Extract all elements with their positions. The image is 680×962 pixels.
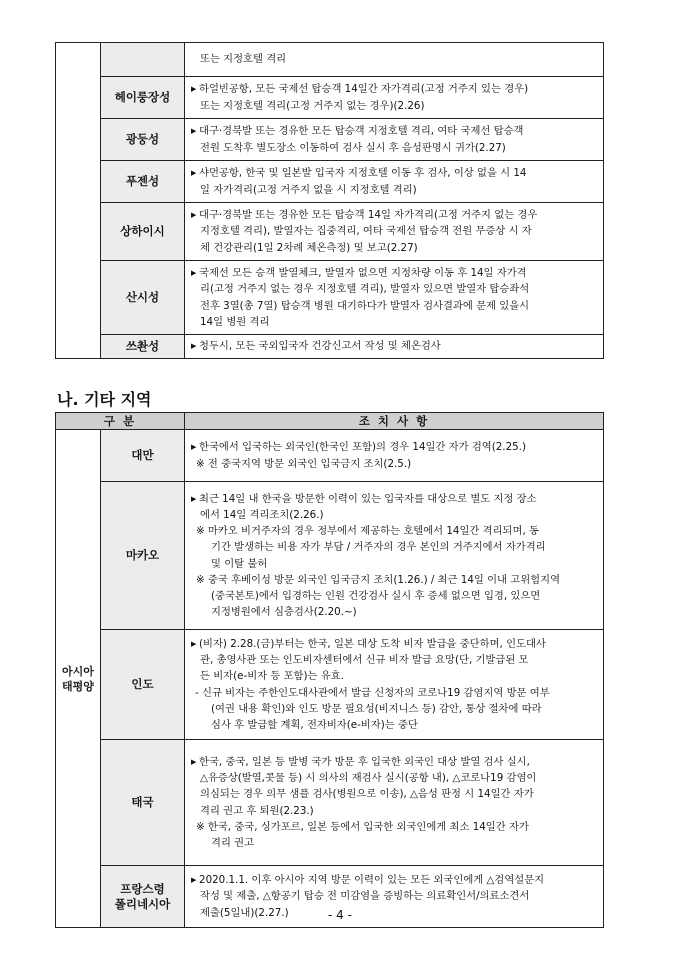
country-cell <box>101 482 185 630</box>
measure-text: 심사 후 발급할 계획, 전자비자(e-비자)는 중단 <box>211 718 418 731</box>
measure-line <box>191 456 597 472</box>
bullet-arrow-icon: ▶ <box>191 269 197 278</box>
continued-measures-table <box>55 42 604 359</box>
measure-line <box>191 786 597 802</box>
measure-text: 2020.1.1. 이후 아시아 지역 방문 이력이 있는 모든 외국인에게 △검역설문지 <box>199 874 545 887</box>
measure-line <box>191 685 597 701</box>
measure-text: (중국본토)에서 입경하는 인원 건강검사 실시 후 증세 없으면 입경, 있으면 <box>211 589 541 602</box>
measure-line <box>191 770 597 786</box>
country-name: 마카오 <box>125 548 160 562</box>
measure-line <box>191 556 597 572</box>
measure-line <box>191 240 597 256</box>
measure-line <box>191 754 597 770</box>
measure-line <box>191 872 597 888</box>
header-category: 구 분 <box>56 413 185 430</box>
measures-cell <box>185 43 604 77</box>
bullet-arrow-icon: ▶ <box>191 169 197 178</box>
country-name: 쓰촨성 <box>125 339 160 353</box>
country-cell <box>101 261 185 335</box>
measure-text: (비자) 2.28.(금)부터는 한국, 일본 대상 도착 비자 발급을 중단하며, 인도대사 <box>199 637 546 650</box>
measure-text: 지정호텔 격리), 발열자는 집중격리, 여타 국제선 탑승객 전원 무증상 시 자 <box>200 225 532 238</box>
measure-text: 지정병원에서 심층검사(2.20.~) <box>211 606 357 619</box>
measure-text: 에서 14일 격리조치(2.26.) <box>200 508 324 521</box>
table-row <box>56 630 604 740</box>
measure-text: 전원 도착후 별도장소 이동하여 검사 실시 후 음성판명시 귀가(2.27) <box>200 141 506 154</box>
measure-line <box>191 491 597 507</box>
country-name: 헤이룽장성 <box>114 90 171 104</box>
measure-text: 작성 및 제출, △항공기 탑승 전 미감염을 증빙하는 의료확인서/의료소견서 <box>200 890 530 903</box>
country-name: 푸젠성 <box>125 174 160 188</box>
measure-text: 하얼빈공항, 모든 국제선 탑승객 14일간 자가격리(고정 거주지 있는 경우) <box>199 83 529 96</box>
measure-line <box>191 701 597 717</box>
measure-line <box>191 338 597 354</box>
measures-cell <box>185 77 604 119</box>
country-cell <box>101 335 185 359</box>
region-name: 아시아 <box>62 664 94 678</box>
bullet-arrow-icon: ▶ <box>191 876 197 885</box>
bullet-arrow-icon: ▶ <box>191 757 197 766</box>
measure-text: 격리 권고 <box>211 836 255 849</box>
measures-cell <box>185 740 604 866</box>
bullet-arrow-icon: ▶ <box>191 342 197 351</box>
country-cell <box>101 161 185 203</box>
measure-text: 청두시, 모든 국외입국자 건강신고서 작성 및 체온검사 <box>199 340 441 353</box>
measure-line <box>191 835 597 851</box>
bullet-arrow-icon: ▶ <box>191 443 197 452</box>
table-row <box>56 43 604 77</box>
section-title: 나. 기타 지역 <box>57 390 152 409</box>
measure-text: △유증상(발열,콧물 등) 시 의사의 재검사 실시(공항 내), △코로나19 감염이 <box>200 772 537 785</box>
table-header-row <box>56 413 604 430</box>
measures-cell <box>185 482 604 630</box>
measures-cell <box>185 203 604 261</box>
table-row <box>56 335 604 359</box>
measure-text: ※ 중국 후베이성 방문 외국인 입국금지 조치(1.26.) / 최근 14일 이내 고위험지역 <box>196 573 561 586</box>
bullet-arrow-icon: ▶ <box>191 211 197 220</box>
measure-text: 일 자가격리(고정 거주지 없을 시 지정호텔 격리) <box>200 183 417 196</box>
measure-line <box>191 572 597 588</box>
header-measures: 조 치 사 항 <box>185 413 604 430</box>
country-name: 산시성 <box>125 290 160 304</box>
page-number: - 4 - <box>328 908 352 922</box>
measures-cell <box>185 161 604 203</box>
measure-line <box>191 281 597 297</box>
bullet-arrow-icon: ▶ <box>191 85 197 94</box>
measure-text: 또는 지정호텔 격리(고정 거주지 없는 경우)(2.26) <box>200 99 425 112</box>
country-cell <box>101 119 185 161</box>
measure-text: 의심되는 경우 의무 샘플 검사(병원으로 이송), △음성 판정 시 14일간 자가 <box>200 788 534 801</box>
country-name: 태국 <box>131 795 154 809</box>
table-row <box>56 77 604 119</box>
other-regions-table <box>55 412 604 928</box>
measure-line <box>191 140 597 156</box>
country-name: 프랑스령 <box>120 881 165 896</box>
measure-line <box>191 439 597 455</box>
measure-text: 국제선 모든 승객 발열체크, 발열자 없으면 지정차량 이동 후 14일 자가격 <box>199 267 527 280</box>
measures-cell <box>185 335 604 359</box>
measure-text: 샤먼공항, 한국 및 일본발 입국자 지정호텔 이동 후 검사, 이상 없을 시 14 <box>199 167 527 180</box>
measure-line <box>191 539 597 555</box>
country-cell <box>101 77 185 119</box>
measure-line <box>191 314 597 330</box>
measure-text: 또는 지정호텔 격리 <box>200 53 287 66</box>
table-row <box>56 740 604 866</box>
measure-line <box>191 182 597 198</box>
country-name: 폴리네시아 <box>114 896 171 911</box>
bullet-arrow-icon: ▶ <box>191 639 197 648</box>
country-cell <box>101 630 185 740</box>
table-row <box>56 261 604 335</box>
measure-text: 든 비자(e-비자 등 포함)는 유효. <box>200 670 344 683</box>
country-cell <box>101 203 185 261</box>
measures-cell <box>185 430 604 482</box>
measure-text: 리(고정 거주지 없는 경우 지정호텔 격리), 발열자 있으면 발열자 탑승좌석 <box>200 283 530 296</box>
measure-line <box>191 298 597 314</box>
measure-line <box>191 803 597 819</box>
measure-text: 한국, 중국, 일본 등 발병 국가 방문 후 입국한 외국인 대상 발열 검사 실시, <box>199 755 530 768</box>
country-name: 인도 <box>131 677 154 691</box>
measure-line <box>191 819 597 835</box>
measure-text: 기간 발생하는 비용 자가 부담 / 거주자의 경우 본인의 거주지에서 자가격리 <box>211 541 546 554</box>
measure-text: 14일 병원 격리 <box>200 315 270 328</box>
measure-text: 최근 14일 내 한국을 방문한 이력이 있는 입국자를 대상으로 별도 지정 장소 <box>199 492 537 505</box>
bullet-arrow-icon: ▶ <box>191 127 197 136</box>
measure-line <box>191 523 597 539</box>
measure-line <box>191 81 597 97</box>
bullet-arrow-icon: ▶ <box>191 494 197 503</box>
region-name: 태평양 <box>62 679 94 693</box>
measures-cell <box>185 261 604 335</box>
measure-text: 격리 권고 후 퇴원(2.23.) <box>200 804 314 817</box>
measure-line <box>191 668 597 684</box>
measure-text: 체 건강관리(1일 2차례 체온측정) 및 보고(2.27) <box>200 241 418 254</box>
country-name: 대만 <box>131 448 154 462</box>
measure-line <box>191 604 597 620</box>
table-row <box>56 161 604 203</box>
country-cell <box>101 430 185 482</box>
measure-text: 및 이탈 불허 <box>211 557 268 570</box>
measure-text: 대구·경북발 또는 경유한 모든 탑승객 14일 자가격리(고정 거주지 없는 경우 <box>199 209 538 222</box>
measure-line <box>191 165 597 181</box>
measure-text: ※ 마카오 비거주자의 경우 정부에서 제공하는 호텔에서 14일간 격리되며, 동 <box>196 525 539 538</box>
measure-line <box>191 265 597 281</box>
country-name: 광둥성 <box>125 132 160 146</box>
measure-text: (여권 내용 확인)와 인도 방문 필요성(비지니스 등) 감안, 통상 절차에 따라 <box>211 702 542 715</box>
measure-line <box>191 636 597 652</box>
measure-text: 제출(5일내)(2.27.) <box>200 906 289 919</box>
measure-text: 한국에서 입국하는 외국인(한국인 포함)의 경우 14일간 자가 검역(2.25.) <box>199 441 526 454</box>
measure-line <box>191 888 597 904</box>
table-row <box>56 119 604 161</box>
measure-line <box>191 123 597 139</box>
country-name: 상하이시 <box>120 224 165 238</box>
measure-text: 대구·경북발 또는 경유한 모든 탑승객 지정호텔 격리, 여타 국제선 탑승객 <box>199 125 524 138</box>
region-cell <box>56 430 101 928</box>
table-row <box>56 430 604 482</box>
table-row <box>56 203 604 261</box>
measure-line <box>191 207 597 223</box>
country-cell <box>101 43 185 77</box>
measure-line <box>191 223 597 239</box>
table-row <box>56 482 604 630</box>
measure-text: 관, 총영사관 또는 인도비자센터에서 신규 비자 발급 요망(단, 기발급된 모 <box>200 654 529 667</box>
measure-text: ※ 전 중국지역 방문 외국인 입국금지 조치(2.5.) <box>196 457 412 470</box>
measure-line <box>191 588 597 604</box>
measure-line <box>191 717 597 733</box>
measure-text: 전후 3열(총 7열) 탑승객 병원 대기하다가 발열자 검사결과에 문제 있을시 <box>200 299 530 312</box>
region-cell <box>56 43 101 359</box>
measures-cell <box>185 630 604 740</box>
measures-cell <box>185 119 604 161</box>
measure-line <box>191 51 597 67</box>
measure-text: ※ 한국, 중국, 싱가포르, 일본 등에서 입국한 외국인에게 최소 14일간 자가 <box>196 820 529 833</box>
measure-line <box>191 652 597 668</box>
country-cell <box>101 740 185 866</box>
measure-line <box>191 507 597 523</box>
measure-line <box>191 98 597 114</box>
measure-text: - 신규 비자는 주한인도대사관에서 발급 신청자의 코로나19 감염지역 방문 여부 <box>195 686 550 699</box>
